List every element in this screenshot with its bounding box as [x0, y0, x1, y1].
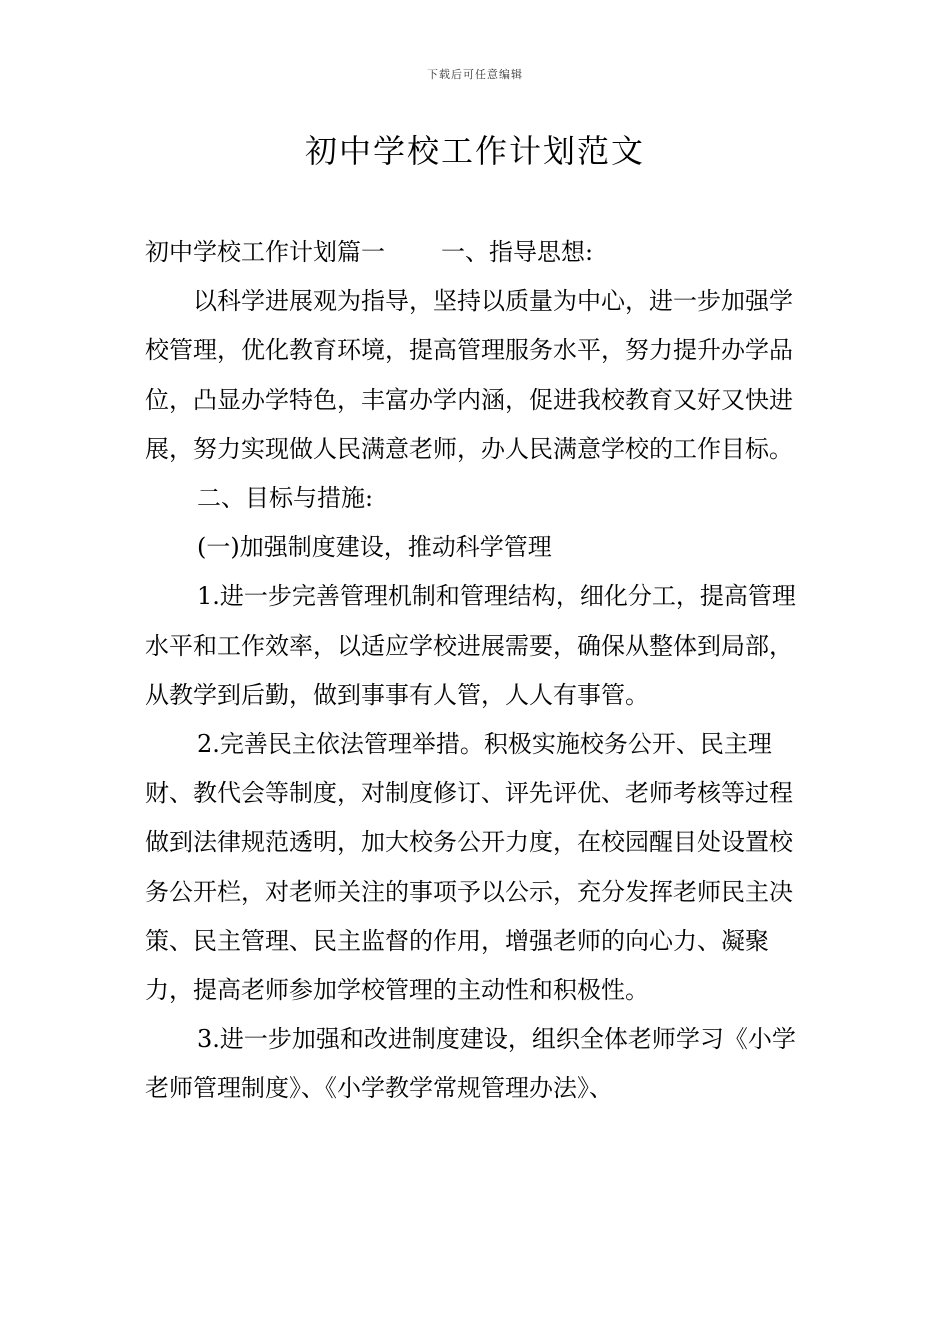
- paragraph-guiding-thought: 以科学进展观为指导，坚持以质量为中心，进一步加强学校管理，优化教育环境，提高管理服务水平，努力提升办学品位，凸显办学特色，丰富办学内涵，促进我校教育又好又快进展，努力实现做人民满意老师，办人民满意学校的工作目标。: [145, 287, 793, 463]
- header-note: 下载后可任意编辑: [427, 68, 523, 81]
- paragraph-item-1: 1.进一步完善管理机制和管理结构，细化分工，提高管理水平和工作效率，以适应学校进展需要，确保从整体到局部，从教学到后勤，做到事事有人管，人人有事管。: [145, 582, 796, 709]
- heading-goals-measures: 二、目标与措施:: [197, 484, 374, 513]
- heading-system-building: (一)加强制度建设，推动科学管理: [197, 533, 552, 562]
- section-heading: 一、指导思想:: [441, 238, 594, 266]
- paragraph-item-2: 2.完善民主依法管理举措。积极实施校务公开、民主理财、教代会等制度，对制度修订、评先评优、老师考核等过程做到法律规范透明，加大校务公开力度，在校园醒目处设置校务公开栏，对老师关注的事项予以公示，充分发挥老师民主决策、民主管理、民主监督的作用，增强老师的向心力、凝聚力，提高老师参加学校管理的主动性和积极性。: [145, 730, 793, 1005]
- paragraph-item-3: 3.进一步加强和改进制度建设，组织全体老师学习《小学老师管理制度》、《小学教学常规管理办法》、: [145, 1025, 796, 1103]
- first-line: [145, 228, 815, 277]
- document-body: [145, 228, 815, 1114]
- document-title: 初中学校工作计划范文: [304, 132, 645, 170]
- section-label: 初中学校工作计划篇一: [145, 238, 385, 266]
